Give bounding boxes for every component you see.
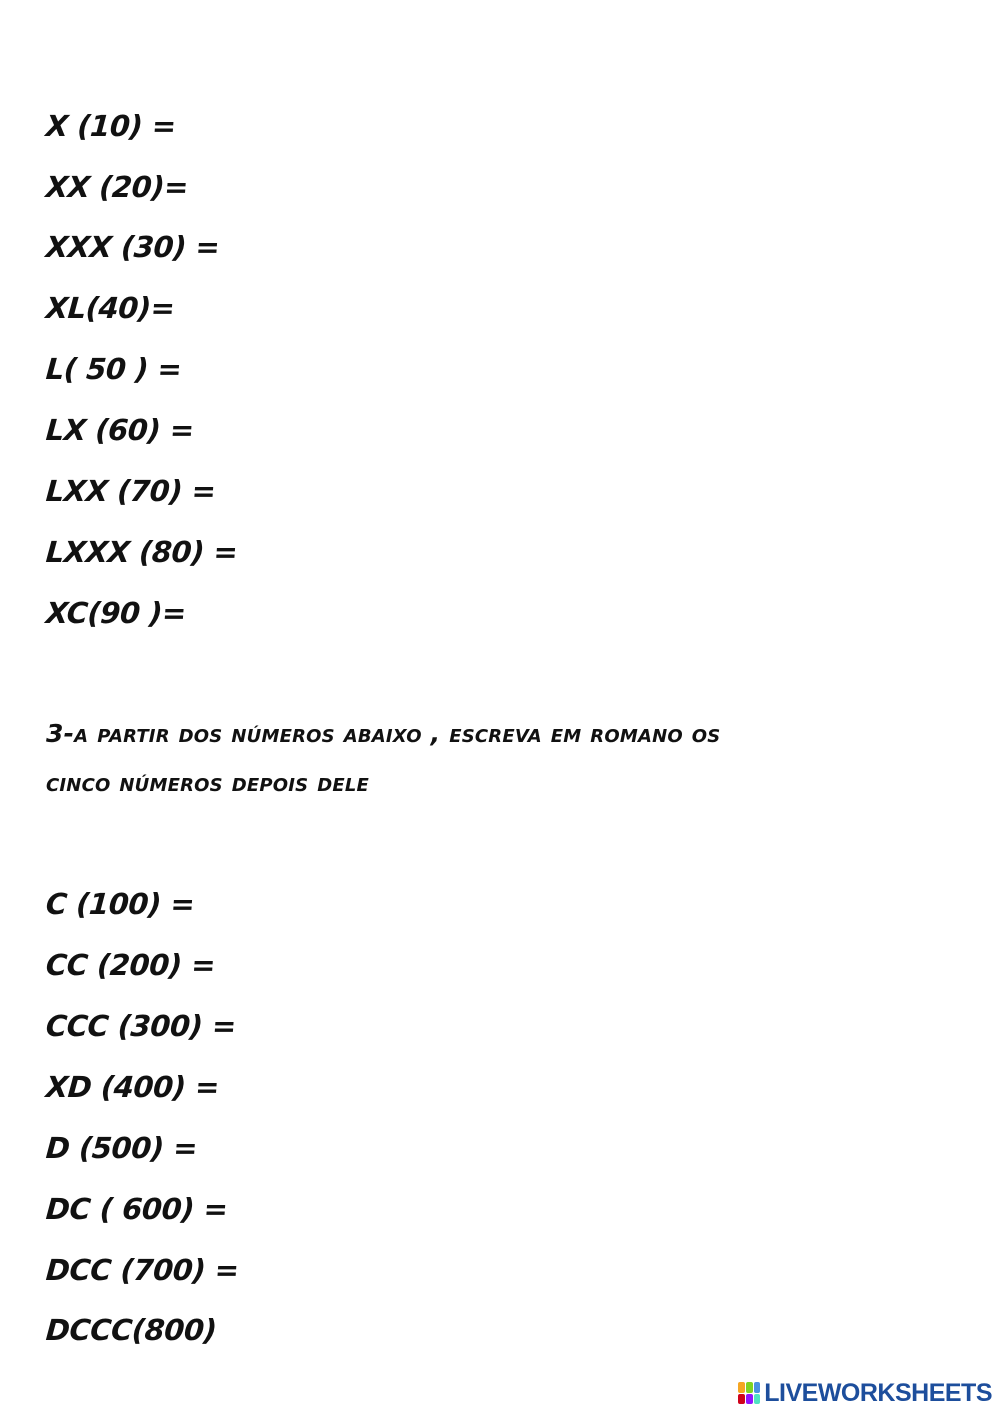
numeral-line-300: CCC (300) = <box>44 1009 238 1043</box>
numeral-line-50: L( 50 ) = <box>44 352 183 386</box>
numeral-line-400: XD (400) = <box>44 1070 221 1104</box>
numeral-line-700: DCC (700) = <box>44 1253 240 1287</box>
logo-mark-square <box>754 1382 761 1393</box>
instruction-line-2: cinco números depois dele <box>46 768 370 797</box>
numeral-line-100: C (100) = <box>44 887 196 921</box>
numeral-line-20: XX (20)= <box>44 170 190 204</box>
numeral-line-90: XC(90 )= <box>44 596 188 630</box>
numeral-line-30: XXX (30) = <box>44 230 221 264</box>
numeral-line-500: D (500) = <box>44 1131 199 1165</box>
numeral-line-10: X (10) = <box>44 109 177 143</box>
logo-mark-square <box>754 1394 761 1405</box>
numeral-line-80: LXXX (80) = <box>44 535 239 569</box>
numeral-line-600: DC ( 600) = <box>44 1192 229 1226</box>
numeral-line-200: CC (200) = <box>44 948 217 982</box>
logo-mark-square <box>746 1382 753 1393</box>
logo-mark-square <box>738 1382 745 1393</box>
instruction-line-1: 3-a partir dos números abaixo , escreva em romano os <box>46 719 721 748</box>
numeral-line-800: DCCC(800) <box>44 1313 218 1347</box>
numeral-line-40: XL(40)= <box>44 291 176 325</box>
liveworksheets-logo <box>738 1379 992 1407</box>
logo-mark-icon <box>738 1382 760 1404</box>
logo-mark-square <box>746 1394 753 1405</box>
logo-text: LIVEWORKSHEETS <box>764 1379 992 1407</box>
numeral-line-70: LXX (70) = <box>44 474 217 508</box>
logo-mark-square <box>738 1394 745 1405</box>
numeral-line-60: LX (60) = <box>44 413 195 447</box>
